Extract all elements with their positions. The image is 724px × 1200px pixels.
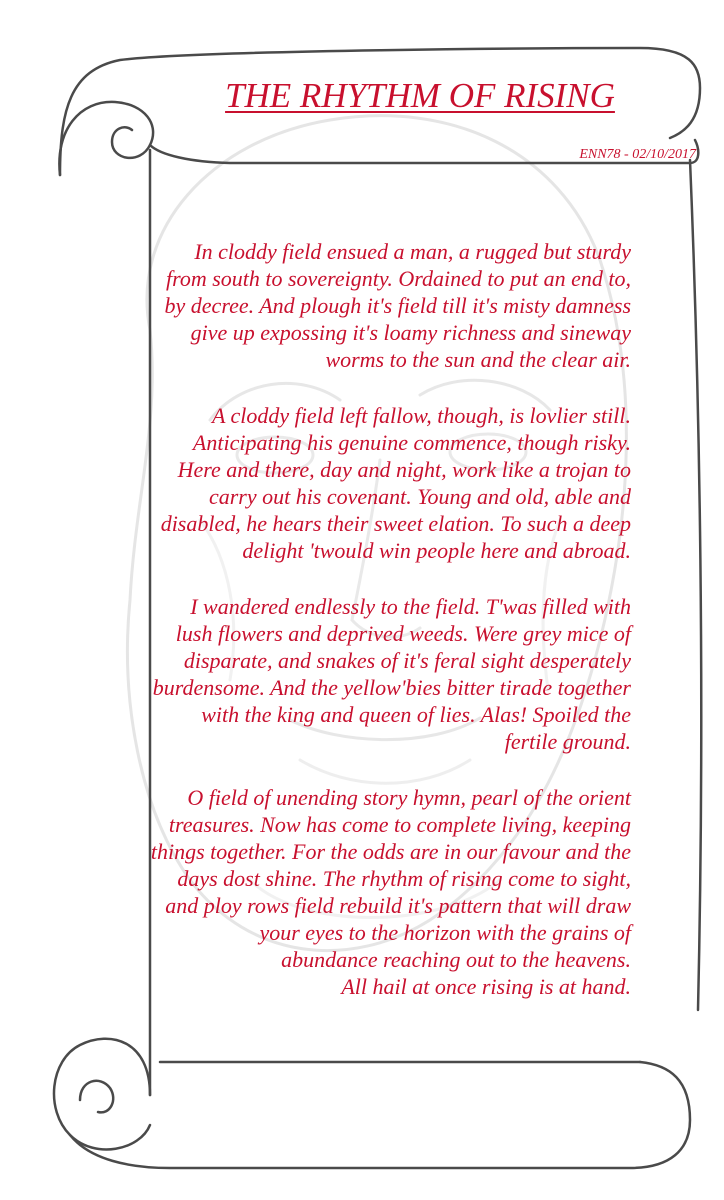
stanza-3	[96, 593, 631, 755]
poem-line: In cloddy field ensued a man, a rugged but sturdy	[194, 239, 631, 264]
poem-line: disparate, and snakes of it's feral sight desperately	[183, 648, 631, 673]
poem-line: burdensome. And the yellow'bies bitter tirade together	[152, 675, 631, 700]
poem-line: lush flowers and deprived weeds. Were grey mice of	[175, 621, 631, 646]
stanza-4	[96, 784, 631, 1000]
poem-line: fertile ground.	[504, 729, 631, 754]
poem-line: your eyes to the horizon with the grains of	[259, 920, 631, 945]
poem-line: O field of unending story hymn, pearl of the orient	[187, 785, 631, 810]
poem-line: I wandered endlessly to the field. T'was filled with	[190, 594, 631, 619]
poem-line: and ploy rows field rebuild it's pattern that will draw	[165, 893, 631, 918]
poem-body	[96, 238, 631, 1029]
poem-line: things together. For the odds are in our favour and the	[150, 839, 631, 864]
poem-line: with the king and queen of lies. Alas! Spoiled the	[201, 702, 631, 727]
poem-line: Here and there, day and night, work like a trojan to	[177, 457, 631, 482]
poem-line: by decree. And plough it's field till it's misty damness	[164, 293, 631, 318]
poem-line: treasures. Now has come to complete living, keeping	[168, 812, 631, 837]
poem-line: from south to sovereignty. Ordained to put an end to,	[165, 266, 631, 291]
poem-line: delight 'twould win people here and abroad.	[242, 538, 631, 563]
poem-title: THE RHYTHM OF RISING	[225, 76, 615, 115]
author-date-byline: ENN78 - 02/10/2017	[579, 147, 696, 162]
poem-line: Anticipating his genuine commence, though risky.	[192, 430, 631, 455]
poem-line: give up expossing it's loamy richness and sineway	[190, 320, 631, 345]
poem-line: worms to the sun and the clear air.	[325, 347, 631, 372]
poem-line: carry out his covenant. Young and old, able and	[208, 484, 631, 509]
stanza-1	[96, 238, 631, 373]
poem-line: days dost shine. The rhythm of rising come to sight,	[177, 866, 631, 891]
poem-line: All hail at once rising is at hand.	[341, 974, 631, 999]
poem-line: A cloddy field left fallow, though, is lovlier still.	[212, 403, 631, 428]
poem-line: disabled, he hears their sweet elation. To such a deep	[160, 511, 631, 536]
poem-line: abundance reaching out to the heavens.	[281, 947, 631, 972]
stanza-2	[96, 402, 631, 564]
